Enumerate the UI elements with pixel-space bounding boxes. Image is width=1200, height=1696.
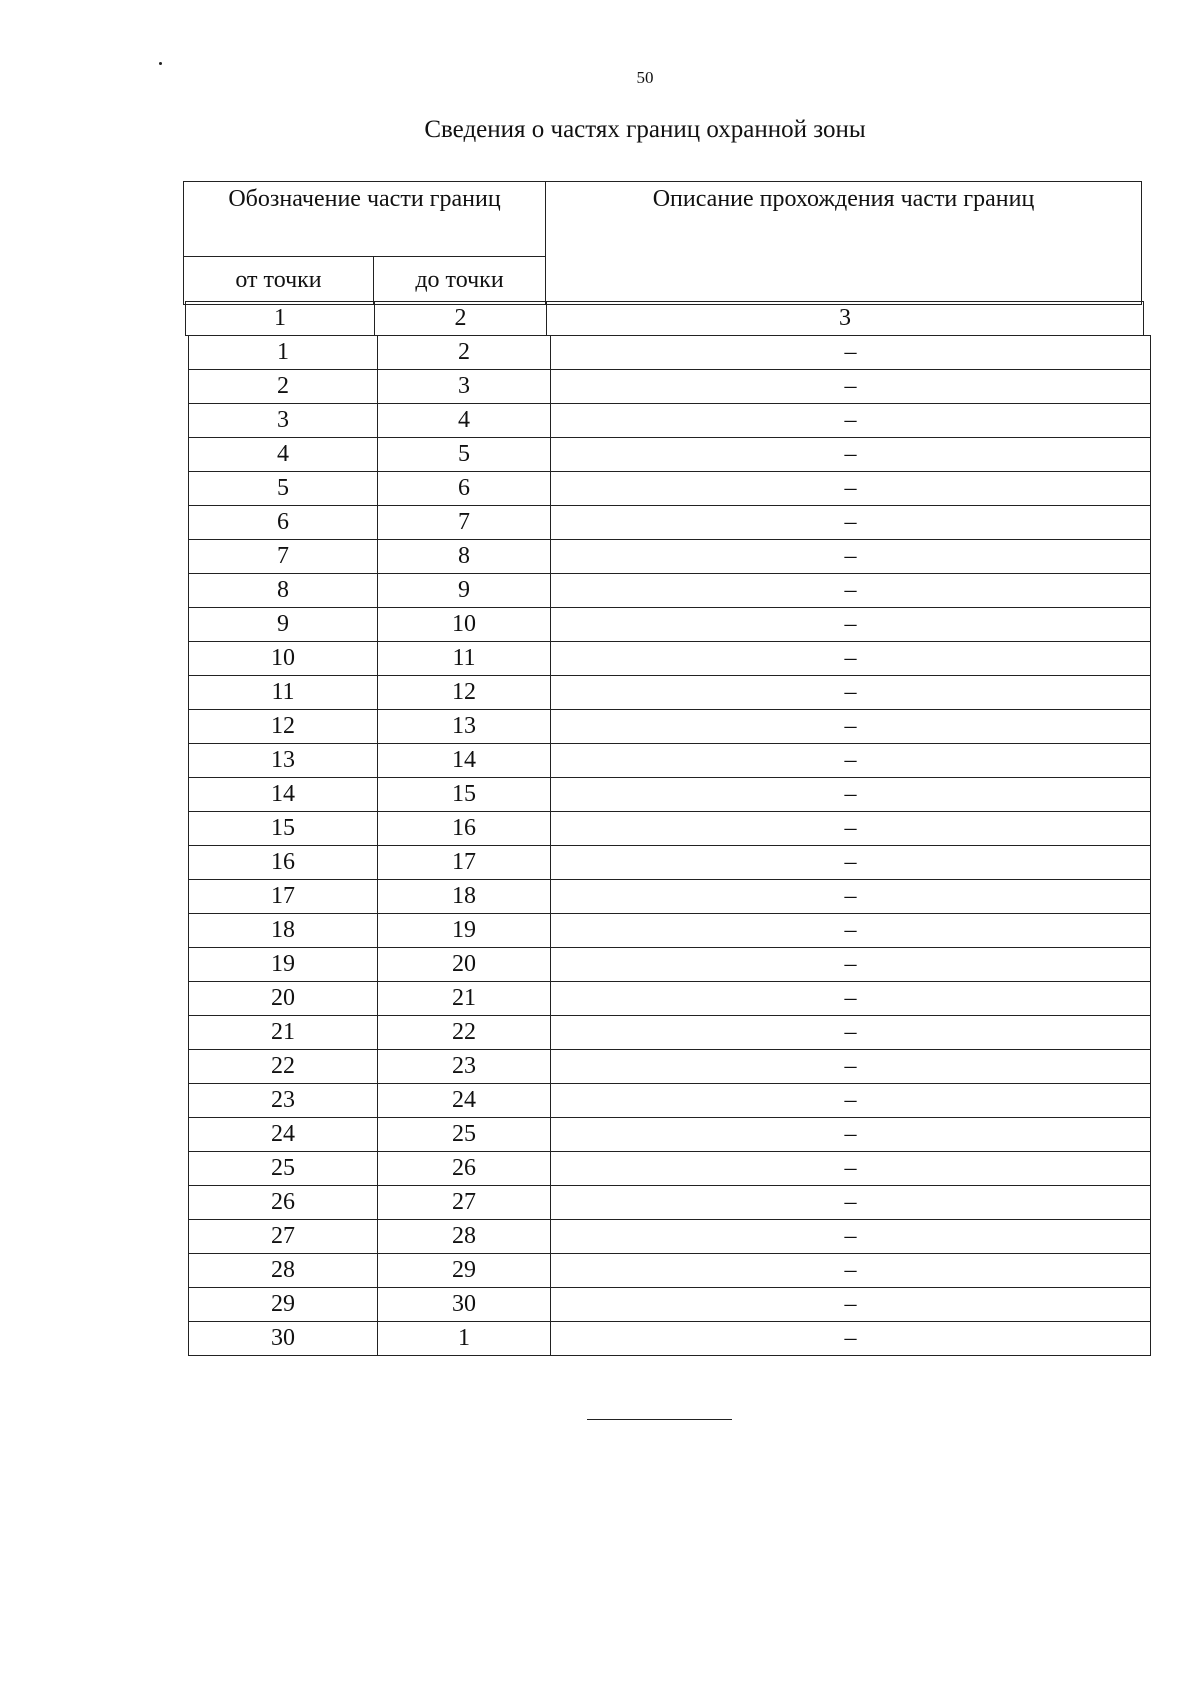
from-point-cell: 6 <box>189 506 378 540</box>
page-number: 50 <box>636 68 654 87</box>
scan-speck <box>159 62 162 65</box>
table-row <box>189 540 1151 574</box>
header-to-point: до точки <box>374 257 546 305</box>
from-point-cell: 4 <box>189 438 378 472</box>
from-point-cell: 5 <box>189 472 378 506</box>
description-cell: – <box>551 472 1151 506</box>
table-row <box>189 1322 1151 1356</box>
table-row <box>189 1118 1151 1152</box>
boundary-table-header <box>183 181 1142 305</box>
to-point-cell: 27 <box>378 1186 551 1220</box>
to-point-cell: 3 <box>378 370 551 404</box>
description-cell: – <box>551 744 1151 778</box>
description-cell: – <box>551 1152 1151 1186</box>
to-point-cell: 7 <box>378 506 551 540</box>
to-point-cell: 4 <box>378 404 551 438</box>
to-point-cell: 1 <box>378 1322 551 1356</box>
description-cell: – <box>551 404 1151 438</box>
from-point-cell: 9 <box>189 608 378 642</box>
table-row <box>189 1050 1151 1084</box>
table-row <box>189 982 1151 1016</box>
to-point-cell: 20 <box>378 948 551 982</box>
to-point-cell: 25 <box>378 1118 551 1152</box>
description-cell: – <box>551 982 1151 1016</box>
description-cell: – <box>551 948 1151 982</box>
from-point-cell: 30 <box>189 1322 378 1356</box>
from-point-cell: 24 <box>189 1118 378 1152</box>
table-row <box>189 744 1151 778</box>
column-number: 2 <box>375 302 547 336</box>
to-point-cell: 23 <box>378 1050 551 1084</box>
table-row <box>189 642 1151 676</box>
description-cell: – <box>551 336 1151 370</box>
to-point-cell: 16 <box>378 812 551 846</box>
description-cell: – <box>551 676 1151 710</box>
to-point-cell: 24 <box>378 1084 551 1118</box>
to-point-cell: 14 <box>378 744 551 778</box>
from-point-cell: 26 <box>189 1186 378 1220</box>
from-point-cell: 23 <box>189 1084 378 1118</box>
to-point-cell: 30 <box>378 1288 551 1322</box>
to-point-cell: 28 <box>378 1220 551 1254</box>
to-point-cell: 17 <box>378 846 551 880</box>
table-row <box>189 812 1151 846</box>
from-point-cell: 8 <box>189 574 378 608</box>
from-point-cell: 10 <box>189 642 378 676</box>
boundary-parts-table <box>188 335 1151 1356</box>
description-cell: – <box>551 1050 1151 1084</box>
table-row <box>189 438 1151 472</box>
table-row <box>189 506 1151 540</box>
table-row <box>189 1288 1151 1322</box>
column-number-row-table <box>185 301 1144 336</box>
table-row <box>189 1016 1151 1050</box>
description-cell: – <box>551 710 1151 744</box>
description-cell: – <box>551 574 1151 608</box>
table-row <box>189 846 1151 880</box>
description-cell: – <box>551 370 1151 404</box>
column-number: 3 <box>547 302 1144 336</box>
table-row <box>189 676 1151 710</box>
column-number: 1 <box>186 302 375 336</box>
to-point-cell: 19 <box>378 914 551 948</box>
document-title: Сведения о частях границ охранной зоны <box>424 116 866 143</box>
header-from-point: от точки <box>184 257 374 305</box>
from-point-cell: 13 <box>189 744 378 778</box>
from-point-cell: 27 <box>189 1220 378 1254</box>
description-cell: – <box>551 880 1151 914</box>
from-point-cell: 12 <box>189 710 378 744</box>
from-point-cell: 15 <box>189 812 378 846</box>
table-row <box>189 472 1151 506</box>
description-cell: – <box>551 1254 1151 1288</box>
description-cell: – <box>551 846 1151 880</box>
to-point-cell: 12 <box>378 676 551 710</box>
to-point-cell: 6 <box>378 472 551 506</box>
description-cell: – <box>551 1016 1151 1050</box>
table-row <box>189 370 1151 404</box>
table-row <box>189 948 1151 982</box>
to-point-cell: 10 <box>378 608 551 642</box>
to-point-cell: 15 <box>378 778 551 812</box>
to-point-cell: 18 <box>378 880 551 914</box>
table-row <box>189 1254 1151 1288</box>
description-cell: – <box>551 608 1151 642</box>
header-boundary-designation: Обозначение части границ <box>184 182 546 257</box>
to-point-cell: 5 <box>378 438 551 472</box>
from-point-cell: 1 <box>189 336 378 370</box>
description-cell: – <box>551 642 1151 676</box>
to-point-cell: 21 <box>378 982 551 1016</box>
table-row <box>189 710 1151 744</box>
table-row <box>189 574 1151 608</box>
description-cell: – <box>551 812 1151 846</box>
from-point-cell: 25 <box>189 1152 378 1186</box>
from-point-cell: 29 <box>189 1288 378 1322</box>
description-cell: – <box>551 1322 1151 1356</box>
description-cell: – <box>551 778 1151 812</box>
to-point-cell: 13 <box>378 710 551 744</box>
table-row <box>189 778 1151 812</box>
description-cell: – <box>551 438 1151 472</box>
table-row <box>189 914 1151 948</box>
header-boundary-description: Описание прохождения части границ <box>546 182 1142 305</box>
from-point-cell: 14 <box>189 778 378 812</box>
description-cell: – <box>551 1288 1151 1322</box>
from-point-cell: 28 <box>189 1254 378 1288</box>
from-point-cell: 18 <box>189 914 378 948</box>
table-row <box>189 404 1151 438</box>
from-point-cell: 19 <box>189 948 378 982</box>
description-cell: – <box>551 1084 1151 1118</box>
from-point-cell: 20 <box>189 982 378 1016</box>
from-point-cell: 16 <box>189 846 378 880</box>
from-point-cell: 11 <box>189 676 378 710</box>
description-cell: – <box>551 914 1151 948</box>
to-point-cell: 26 <box>378 1152 551 1186</box>
description-cell: – <box>551 540 1151 574</box>
to-point-cell: 8 <box>378 540 551 574</box>
to-point-cell: 9 <box>378 574 551 608</box>
table-row <box>189 336 1151 370</box>
table-row <box>189 1152 1151 1186</box>
description-cell: – <box>551 1186 1151 1220</box>
table-row <box>189 1186 1151 1220</box>
to-point-cell: 22 <box>378 1016 551 1050</box>
to-point-cell: 29 <box>378 1254 551 1288</box>
table-row <box>189 880 1151 914</box>
description-cell: – <box>551 1220 1151 1254</box>
from-point-cell: 7 <box>189 540 378 574</box>
from-point-cell: 21 <box>189 1016 378 1050</box>
end-of-document-line <box>587 1419 732 1420</box>
table-row <box>189 608 1151 642</box>
table-row <box>189 1084 1151 1118</box>
from-point-cell: 22 <box>189 1050 378 1084</box>
from-point-cell: 17 <box>189 880 378 914</box>
description-cell: – <box>551 1118 1151 1152</box>
description-cell: – <box>551 506 1151 540</box>
to-point-cell: 2 <box>378 336 551 370</box>
from-point-cell: 3 <box>189 404 378 438</box>
column-number-row <box>186 302 1144 336</box>
to-point-cell: 11 <box>378 642 551 676</box>
table-row <box>189 1220 1151 1254</box>
from-point-cell: 2 <box>189 370 378 404</box>
